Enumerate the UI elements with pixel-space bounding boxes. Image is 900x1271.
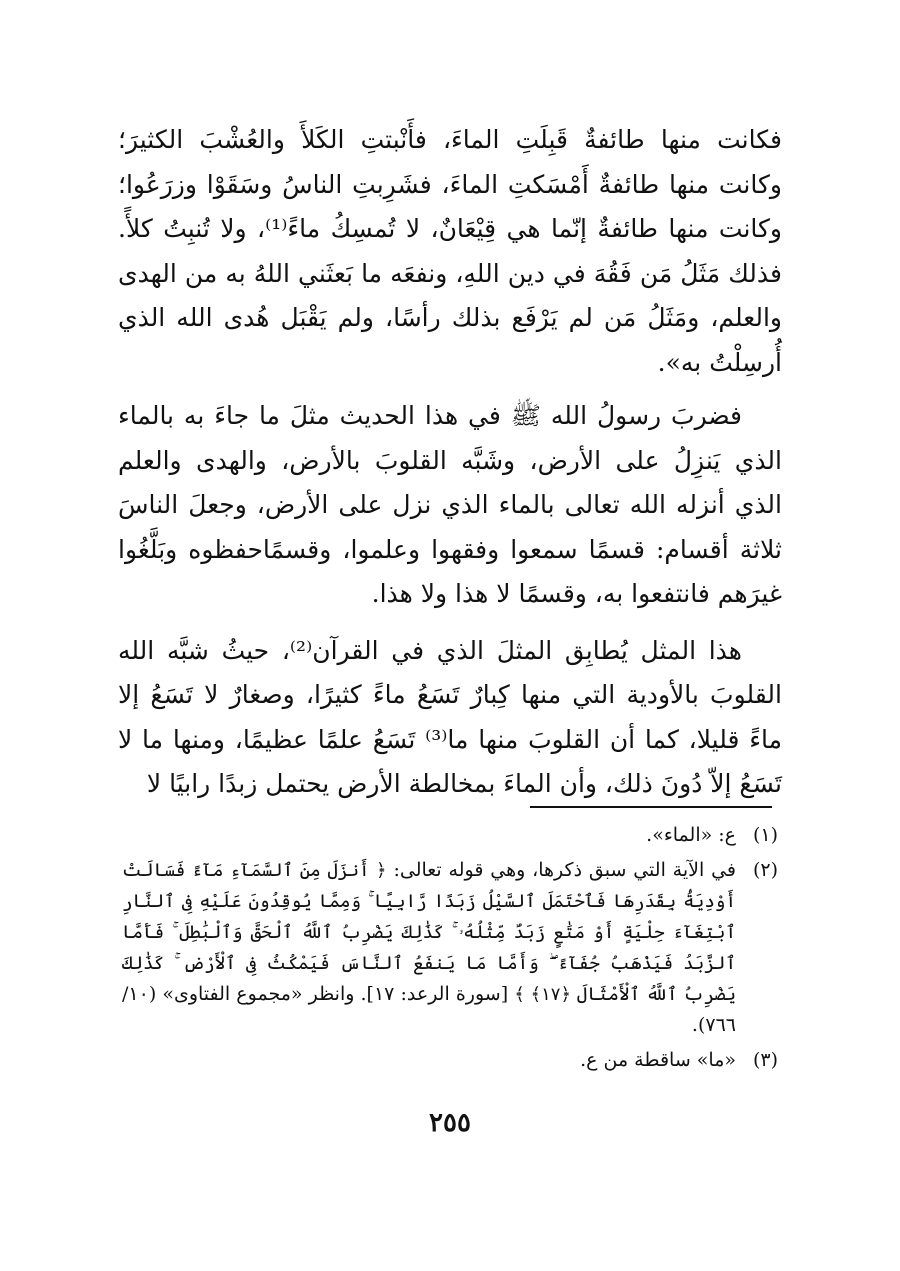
footnote-number: (١)	[752, 824, 778, 846]
footnote-3	[122, 1045, 778, 1076]
footnotes-section	[122, 820, 778, 1080]
footnote-text	[122, 855, 736, 1041]
footnote-text: ع: «الماء».	[646, 824, 736, 846]
footnote-number: (٢)	[752, 859, 778, 881]
footnote-text: «ما» ساقطة من ع.	[580, 1049, 736, 1071]
footnote-separator-line	[530, 806, 772, 808]
footnote-intro-text: في الآية التي سبق ذكرها، وهي قوله تعالى:	[393, 859, 737, 881]
quran-verse-text: ﴿ أَنزَلَ مِنَ ٱلسَّمَآءِ مَآءً فَسَالَتْ أَوْدِيَةُۢ بِقَدَرِهَا فَٱحْتَمَلَ ٱلسَّيْلُ زَبَدًا رَّابِيًا ۚ وَمِمَّا يُوقِدُونَ عَلَيْهِ فِى ٱلنَّارِ ٱبْتِغَآءَ حِلْيَةٍ أَوْ مَتَٰعٍ زَبَدٌ مِّثْلُهُۥ ۚ كَذَٰلِكَ يَضْرِبُ ٱللَّهُ ٱلْحَقَّ وَٱلْبَٰطِلَ ۚ فَأَمَّا ٱلزَّبَدُ فَيَذْهَبُ جُفَآءً ۖ وَأَمَّا مَا يَنفَعُ ٱلنَّاسَ فَيَمْكُثُ فِى ٱلْأَرْضِ ۚ كَذَٰلِكَ يَضْرِبُ ٱللَّهُ ٱلْأَمْثَالَ ﴿١٧﴾ ﴾	[122, 860, 736, 1005]
body-paragraph-2: فضربَ رسولُ الله ﷺ في هذا الحديث مثلَ ما جاءَ به بالماء الذي يَنزِلُ على الأرض، وشَبَّه القلوبَ بالأرض، والهدى والعلم الذي أنزله الله تعالى بالماء الذي نزل على الأرض، وجعلَ الناسَ ثلاثة أقسام: قسمًا سمعوا وفقهوا وعلموا، وقسمًاحفظوه وبَلَّغُوا غيرَهم فانتفعوا به، وقسمًا لا هذا ولا هذا.	[118, 401, 782, 608]
footnote-2	[122, 855, 778, 1041]
main-text-block	[118, 118, 782, 807]
footnote-number: (٣)	[752, 1049, 778, 1071]
footnote-reference-text: [سورة الرعد: ١٧]. وانظر «مجموع الفتاوى» (١٠/ ٧٦٦).	[122, 983, 736, 1036]
body-paragraph-1: فكانت منها طائفةٌ قَبِلَتِ الماءَ، فأَنْبتتِ الكَلأَ والعُشْبَ الكثيرَ؛ وكانت منها طائفةٌ أَمْسَكتِ الماءَ، فشَرِبتِ الناسُ وسَقَوْا وزرَعُوا؛ وكانت منها طائفةٌ إنّما هي قِيْعَانٌ، لا تُمسِكُ ماءً⁽¹⁾، ولا تُنبِتُ كلأً. فذلك مَثَلُ مَن فَقُهَ في دين اللهِ، ونفعَه ما بَعثَني اللهُ به من الهدى والعلم، ومَثَلُ مَن لم يَرْفَع بذلك رأسًا، ولم يَقْبَل هُدى الله الذي أُرسِلْتُ به».	[118, 125, 782, 377]
footnote-1	[122, 820, 778, 851]
body-paragraph-3: هذا المثل يُطابِق المثلَ الذي في القرآن⁽²⁾، حيثُ شبَّه الله القلوبَ بالأودية التي منها كِبارٌ تَسَعُ ماءً كثيرًا، وصغارٌ لا تَسَعُ إلا ماءً قليلا، كما أن القلوبَ منها ما⁽³⁾ تَسَعُ علمًا عظيمًا، ومنها ما لا تَسَعُ إلاّ دُونَ ذلك، وأن الماءَ بمخالطة الأرض يحتمل زبدًا رابيًا لا	[118, 635, 782, 798]
page-number: ٢٥٥	[429, 1108, 471, 1138]
